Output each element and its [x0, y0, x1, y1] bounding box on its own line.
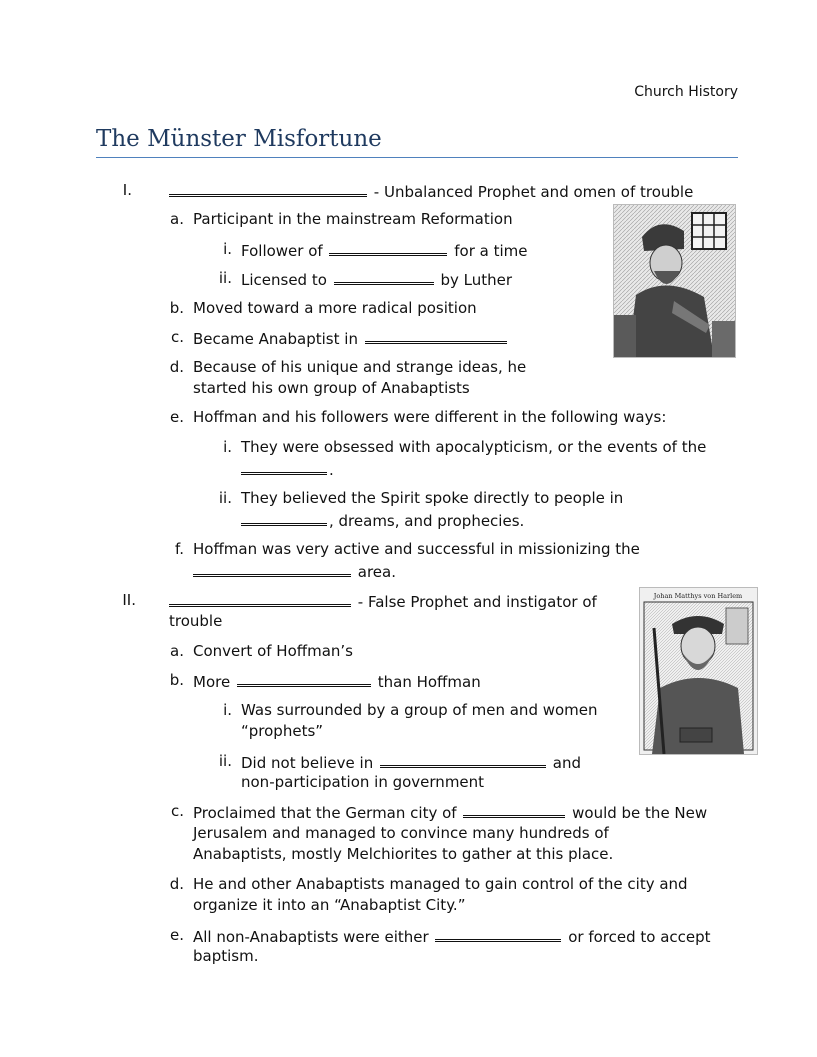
fill-blank[interactable] [193, 560, 351, 577]
list-item [241, 239, 528, 262]
list-item-continued [193, 560, 396, 583]
list-item: Was surrounded by a group of men and women [241, 701, 598, 719]
fill-blank[interactable] [463, 801, 565, 818]
roman-numeral-1: I. [122, 181, 132, 199]
list-item: They believed the Spirit spoke directly to people in [241, 489, 624, 507]
list-item [241, 268, 512, 291]
item-text: Became Anabaptist in [193, 330, 358, 348]
fill-blank[interactable] [334, 268, 434, 285]
list-marker: ii. [218, 752, 232, 770]
list-item: Hoffman and his followers were different in the following ways: [193, 408, 667, 426]
item-text: . [329, 461, 334, 479]
list-item-continued: non-participation in government [241, 773, 485, 791]
list-item: Participant in the mainstream Reformation [193, 210, 513, 228]
fill-blank[interactable] [169, 180, 367, 197]
item-text: area. [357, 563, 396, 581]
portrait-engraving-hoffman-icon [613, 204, 736, 358]
list-marker: a. [170, 642, 184, 660]
list-marker: i. [223, 701, 232, 719]
list-item-continued: Jerusalem and managed to convince many hundreds of [193, 824, 609, 842]
list-item-continued: organize it into an “Anabaptist City.” [193, 896, 466, 914]
item-text: and [552, 754, 581, 772]
list-marker: c. [170, 328, 184, 346]
fill-blank[interactable] [237, 670, 371, 687]
list-marker: f. [175, 540, 184, 558]
list-marker: ii. [218, 269, 232, 287]
list-marker: e. [170, 408, 184, 426]
item-text: would be the New [572, 804, 708, 822]
item-text: Did not believe in [241, 754, 374, 772]
list-item [193, 670, 481, 693]
section2-heading [169, 590, 597, 613]
section1-heading-text: - Unbalanced Prophet and omen of trouble [373, 183, 694, 201]
item-text: All non-Anabaptists were either [193, 928, 429, 946]
list-item-continued [241, 458, 334, 481]
portrait-caption: Johan Matthys von Harlem [653, 592, 743, 600]
item-text: for a time [454, 242, 528, 260]
course-header: Church History [634, 84, 738, 100]
list-marker: b. [169, 671, 184, 689]
list-marker: d. [169, 358, 184, 376]
item-text: or forced to accept [568, 928, 711, 946]
item-text: Licensed to [241, 271, 327, 289]
list-item: Moved toward a more radical position [193, 299, 477, 317]
fill-blank[interactable] [169, 590, 351, 607]
list-item [193, 801, 707, 824]
list-marker: a. [170, 210, 184, 228]
fill-blank[interactable] [365, 327, 507, 344]
fill-blank[interactable] [241, 509, 327, 526]
portrait-engraving-matthys-icon [639, 587, 758, 755]
list-marker: c. [170, 802, 184, 820]
list-item: Hoffman was very active and successful in missionizing the [193, 540, 640, 558]
list-item-continued [241, 509, 524, 532]
item-text: Follower of [241, 242, 323, 260]
item-text: than Hoffman [377, 673, 481, 691]
page-title: The Münster Misfortune [96, 126, 738, 158]
list-item-continued: started his own group of Anabaptists [193, 379, 470, 397]
fill-blank[interactable] [435, 925, 561, 942]
list-item: He and other Anabaptists managed to gain control of the city and [193, 875, 688, 893]
list-marker: b. [169, 299, 184, 317]
fill-blank[interactable] [380, 751, 546, 768]
list-item-continued: “prophets” [241, 722, 324, 740]
roman-numeral-2: II. [122, 591, 136, 609]
list-item: They were obsessed with apocalypticism, or the events of the [241, 438, 707, 456]
list-item-continued: baptism. [193, 947, 259, 965]
list-item: Convert of Hoffman’s [193, 642, 353, 660]
fill-blank[interactable] [241, 458, 327, 475]
item-text: , dreams, and prophecies. [329, 512, 525, 530]
list-marker: i. [223, 240, 232, 258]
list-item [193, 327, 509, 350]
list-marker: e. [170, 926, 184, 944]
section2-heading-continued: trouble [169, 612, 223, 630]
item-text: Proclaimed that the German city of [193, 804, 457, 822]
list-item-continued: Anabaptists, mostly Melchiorites to gather at this place. [193, 845, 614, 863]
list-item [241, 751, 581, 774]
list-item [193, 925, 711, 948]
list-item: Because of his unique and strange ideas, he [193, 358, 527, 376]
list-marker: d. [169, 875, 184, 893]
list-marker: i. [223, 438, 232, 456]
list-marker: ii. [218, 489, 232, 507]
item-text: More [193, 673, 231, 691]
fill-blank[interactable] [329, 239, 447, 256]
item-text: by Luther [440, 271, 513, 289]
section2-heading-text: - False Prophet and instigator of [357, 593, 597, 611]
section1-heading [169, 180, 693, 203]
